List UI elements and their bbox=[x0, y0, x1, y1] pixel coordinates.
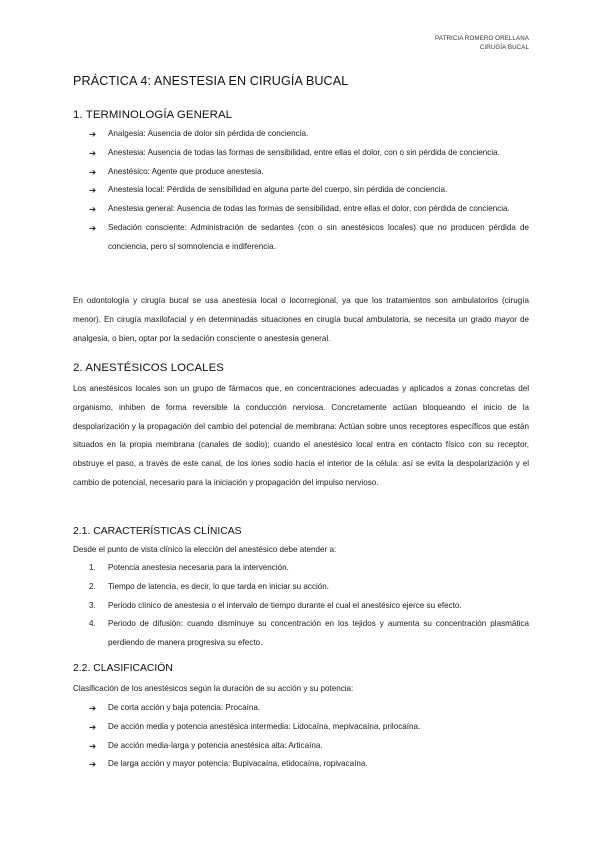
caracteristicas-list bbox=[89, 559, 529, 653]
arrow-right-icon: ➔ bbox=[89, 703, 97, 713]
list-item: ➔ De corta acción y baja potencia: Procaína. bbox=[89, 699, 529, 718]
list-item: ➔ Anestesia local: Pérdida de sensibilidad en alguna parte del cuerpo, sin pérdida de conciencia. bbox=[89, 181, 529, 200]
arrow-right-icon: ➔ bbox=[89, 129, 97, 139]
section-heading-terminologia: 1. TERMINOLOGÍA GENERAL bbox=[73, 109, 233, 121]
list-item: ➔ Analgesia: Ausencia de dolor sin pérdida de conciencia. bbox=[89, 125, 529, 144]
clasificacion-intro: Clasificación de los anestésicos según la duración de su acción y su potencia: bbox=[73, 684, 354, 693]
section-heading-anestesicos: 2. ANESTÉSICOS LOCALES bbox=[73, 362, 224, 374]
list-item: ➔ De larga acción y mayor potencia: Bupivacaína, etidocaína, ropivacaína. bbox=[89, 755, 529, 774]
arrow-right-icon: ➔ bbox=[89, 759, 97, 770]
list-item: 2. Tiempo de latencia, es decir, lo que tarda en iniciar su acción. bbox=[89, 581, 330, 591]
anestesicos-paragraph: Los anestésicos locales son un grupo de fármacos que, en concentraciones adecuadas y aplicados a zonas concretas del organismo, inhiben de forma reversible la conducción nerviosa. Concretamente actúan bloqueando el inicio de la despolarización y la propagación del cambio del potencial de membrana: Actúan sobre unos receptores específicos que están situados en la propia membrana (canales de sodio); cuando el anestésico local entra en contacto físico con su receptor, obstruye el paso, a través de este canal, de los iones sodio hacia el interior de la célula: así se evita la despolarización y el cambio de potencial, necesario para la iniciación y propagación del impulso nervioso. bbox=[73, 384, 529, 487]
arrow-right-icon: ➔ bbox=[89, 166, 97, 177]
list-item: 3. Periodo clínico de anestesia o el intervalo de tiempo durante el cual el anestésico ejerce su efecto. bbox=[89, 600, 462, 610]
arrow-right-icon: ➔ bbox=[89, 204, 97, 215]
list-item: ➔ Sedación consciente: Administración de sedantes (con o sin anestésicos locales) que no producen pérdida de conciencia, pero sí somnolencia e indiferencia. bbox=[89, 219, 529, 257]
section-heading-clasificacion: 2.2. CLASIFICACIÓN bbox=[73, 663, 173, 674]
terminology-paragraph: En odontología y cirugía bucal se usa anestesia local o locorregional, ya que los tratamientos son ambulatorios (cirugía menor). En cirugía maxilofacial y en determinadas situaciones en cirugía bucal ambulatoria, se necesita un grado mayor de analgesia, o bien, optar por la sedación consciente o anestesia general. bbox=[73, 296, 529, 343]
arrow-right-icon: ➔ bbox=[89, 147, 97, 158]
terminology-list bbox=[89, 125, 529, 257]
arrow-right-icon: ➔ bbox=[89, 721, 97, 732]
list-item: ➔ Anestésico: Agente que produce anestesia. bbox=[89, 163, 529, 182]
clasificacion-list bbox=[89, 699, 529, 774]
list-item: ➔ Anestesia: Ausencia de todas las formas de sensibilidad, entre ellas el dolor, con o sin pérdida de conciencia. bbox=[89, 144, 529, 163]
list-item: 4. Periodo de difusión: cuando disminuye su concentración en los tejidos y aumenta su concentración plasmática perdiendo de manera progresiva su efecto. bbox=[89, 619, 529, 648]
section-heading-caracteristicas: 2.1. CARACTERÍSTICAS CLÍNICAS bbox=[73, 526, 242, 537]
caracteristicas-intro: Desde el punto de vista clínico la elección del anestésico debe atender a: bbox=[73, 545, 337, 554]
list-item: ➔ De acción media y potencia anestésica intermedia: Lidocaína, mepivacaína, prilocaína. bbox=[89, 718, 529, 737]
list-item: 1. Potencia anestesia necesaria para la intervención. bbox=[89, 563, 289, 572]
header-subject: CIRUGÍA BUCAL bbox=[479, 44, 529, 51]
document-title: PRÁCTICA 4: ANESTESIA EN CIRUGÍA BUCAL bbox=[73, 74, 349, 88]
arrow-right-icon: ➔ bbox=[89, 740, 97, 751]
page-header bbox=[435, 34, 529, 52]
arrow-right-icon: ➔ bbox=[89, 222, 97, 233]
arrow-right-icon: ➔ bbox=[89, 185, 97, 196]
list-item: ➔ De acción media-larga y potencia anestésica alta: Articaína. bbox=[89, 737, 529, 756]
list-item: ➔ Anestesia general: Ausencia de todas las formas de sensibilidad, entre ellas el dolor, con pérdida de conciencia. bbox=[89, 200, 529, 219]
header-author: PATRICIA ROMERO ORELLANA bbox=[435, 35, 529, 42]
